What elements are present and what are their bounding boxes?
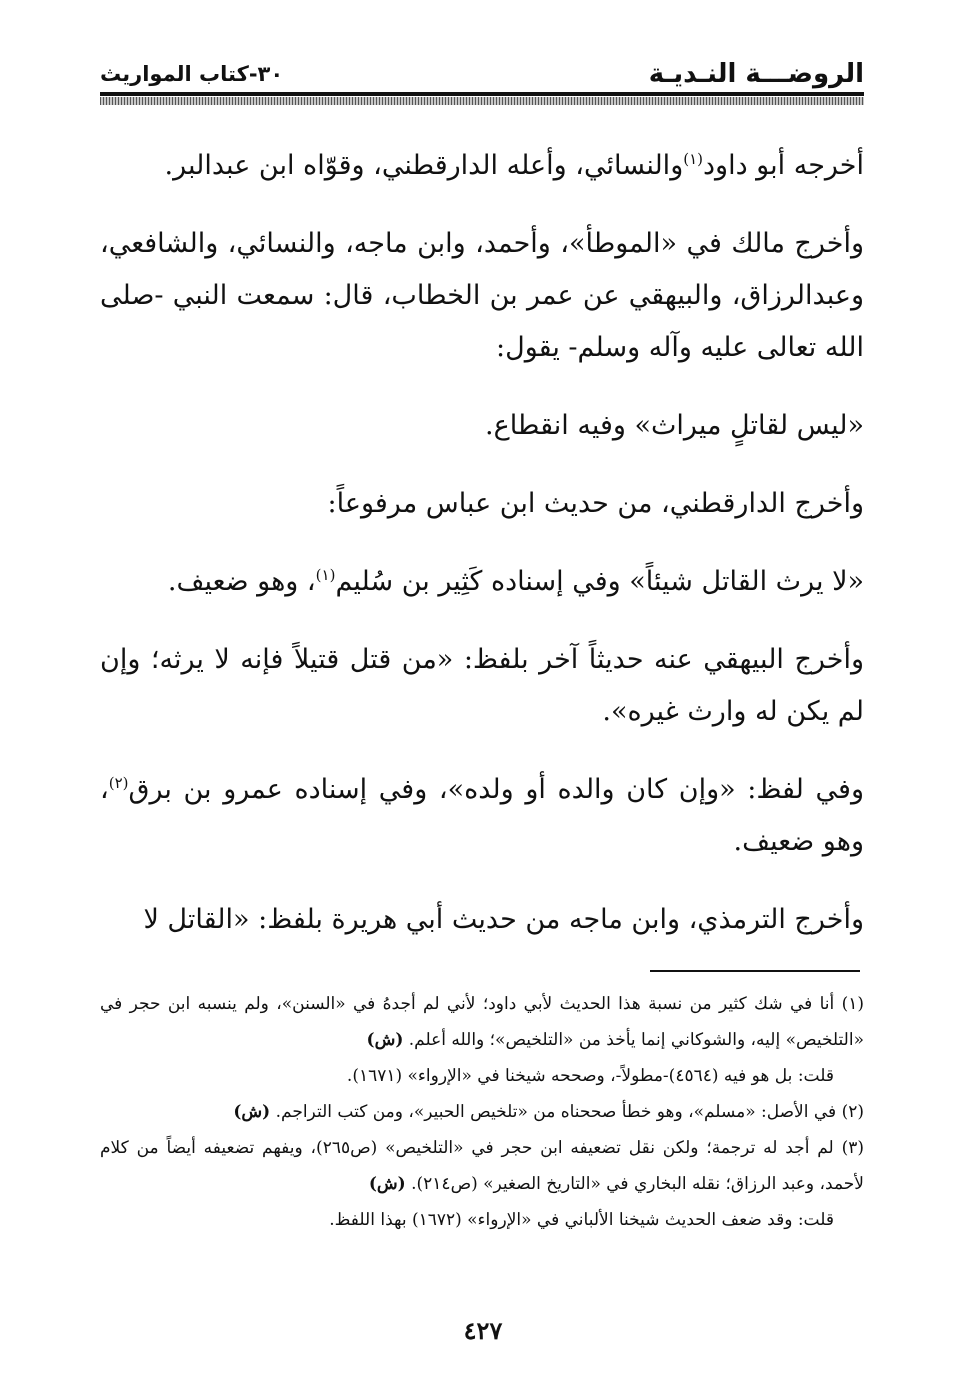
footnotes xyxy=(100,986,864,1238)
paragraph-7-text-a: وفي لفظ: «وإن كان والده أو ولده»، وفي إسناده عمرو بن برق xyxy=(128,774,864,805)
paragraph-3: «ليس لقاتلٍ ميراث» وفيه انقطاع. xyxy=(485,410,864,441)
page-number: ٤٢٧ xyxy=(463,1316,503,1345)
footnote-2-text: (٢) في الأصل: «مسلم»، وهو خطأ صححناه من «تلخيص الحبير»، ومن كتب التراجم. xyxy=(275,1102,864,1122)
paragraph-7 xyxy=(100,764,864,868)
footnote-ref-1b: (١) xyxy=(315,566,336,584)
footnote-1-mark: (ش) xyxy=(366,1030,404,1050)
book-title: الروضـــة النـديـة xyxy=(648,59,864,89)
paragraph-2: وأخرج مالك في «الموطأ»، وأحمد، وابن ماجه، والنسائي، والشافعي، وعبدالرزاق، والبيهقي عن عمر بن الخطاب، قال: سمعت النبي -صلى الله تعالى عليه وآله وسلم- يقول: xyxy=(100,228,864,363)
footnote-separator xyxy=(650,970,860,972)
footnote-2-mark: (ش) xyxy=(233,1102,271,1122)
footnote-3-mark: (ش) xyxy=(368,1174,406,1194)
footnote-ref-2: (٢) xyxy=(108,774,129,792)
paragraph-5-text-b: ، وهو ضعيف. xyxy=(167,566,316,597)
footnote-3-text: (٣) لم أجد له ترجمة؛ ولكن نقل تضعيفه ابن حجر في «التلخيص» (ص٢٦٥)، ويفهم تضعيفه أيضاً من كلام لأحمد، وعبد الرزاق؛ نقله البخاري في «التاريخ الصغير» (ص٢١٤). xyxy=(100,1138,864,1194)
footnote-2 xyxy=(100,1094,864,1130)
footnote-1 xyxy=(100,986,864,1058)
paragraph-6: وأخرج البيهقي عنه حديثاً آخر بلفظ: «من قتل قتيلاً فإنه لا يرثه؛ وإن لم يكن له وارث غيره». xyxy=(100,644,864,727)
chapter-title: ٣٠-كتاب المواريث xyxy=(100,62,284,86)
paragraph-5-text-a: «لا يرث القاتل شيئاً» وفي إسناده كَثِير بن سُليم xyxy=(335,566,864,597)
paragraph-4: وأخرج الدارقطني، من حديث ابن عباس مرفوعاً: xyxy=(327,488,864,519)
paragraph-7-text-b: ، وهو ضعيف. xyxy=(100,774,864,857)
header-hatch-rule xyxy=(100,97,864,105)
footnote-3 xyxy=(100,1130,864,1202)
footnote-ref-1: (١) xyxy=(683,150,704,168)
paragraph-1 xyxy=(100,140,864,192)
header-rule xyxy=(100,92,864,96)
main-text xyxy=(100,140,864,946)
paragraph-1-text-a: أخرجه أبو داود xyxy=(703,150,864,181)
footnote-3-comment: قلت: وقد ضعف الحديث شيخنا الألباني في «الإرواء» (١٦٧٢) بهذا اللفظ. xyxy=(329,1210,834,1230)
running-header xyxy=(100,58,864,90)
paragraph-5 xyxy=(100,556,864,608)
paragraph-8: وأخرج الترمذي، وابن ماجه من حديث أبي هريرة بلفظ: «القاتل لا xyxy=(143,904,864,935)
paragraph-1-text-b: والنسائي، وأعله الدارقطني، وقوّاه ابن عبدالبر. xyxy=(164,150,684,181)
footnote-1-comment: قلت: بل هو فيه (٤٥٦٤)-مطولاً-، وصححه شيخنا في «الإرواء» (١٦٧١). xyxy=(346,1066,834,1086)
footnote-1-text: (١) أنا في شك كثير من نسبة هذا الحديث لأبي داود؛ لأني لم أجدهُ في «السنن»، ولم ينسبه ابن حجر في «التلخيص» إليه، والشوكاني إنما يأخذ من «التلخيص»؛ والله أعلم. xyxy=(100,994,864,1050)
